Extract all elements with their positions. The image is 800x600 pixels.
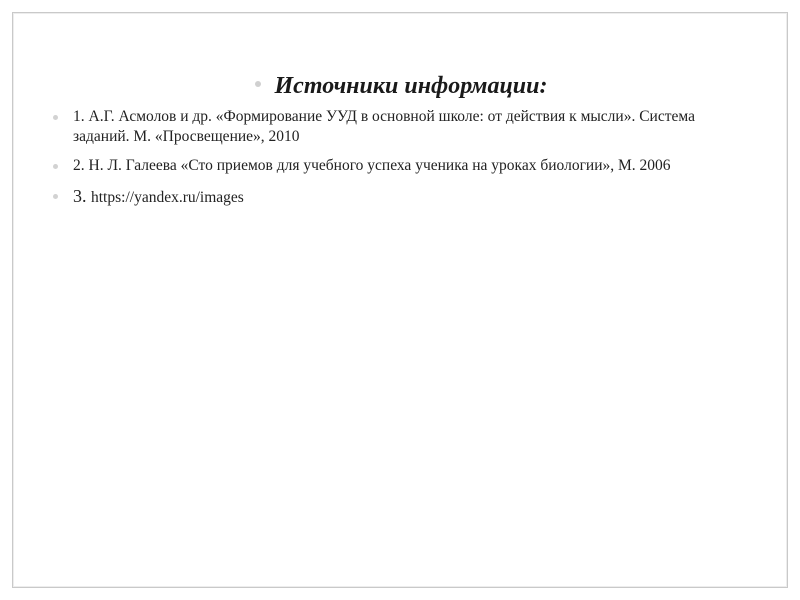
list-item <box>51 156 751 176</box>
slide <box>12 12 788 588</box>
source-text: 2. Н. Л. Галеева «Сто приемов для учебного успеха ученика на уроках биологии», М. 2006 <box>73 157 671 174</box>
list-item <box>51 107 751 147</box>
source-link[interactable]: https://yandex.ru/images <box>91 189 244 206</box>
source-number: 3. <box>73 186 87 206</box>
sources-list <box>51 107 751 218</box>
source-text: 1. А.Г. Асмолов и др. «Формирование УУД в основной школе: от действия к мысли». Система заданий. М. «Просвещение», 2010 <box>73 108 695 145</box>
list-item <box>51 185 751 209</box>
slide-title: Источники информации: <box>274 73 548 99</box>
bullet-icon <box>53 194 58 199</box>
title-row <box>13 73 789 100</box>
bullet-icon <box>53 115 58 120</box>
bullet-icon <box>53 164 58 169</box>
bullet-icon <box>255 81 261 87</box>
